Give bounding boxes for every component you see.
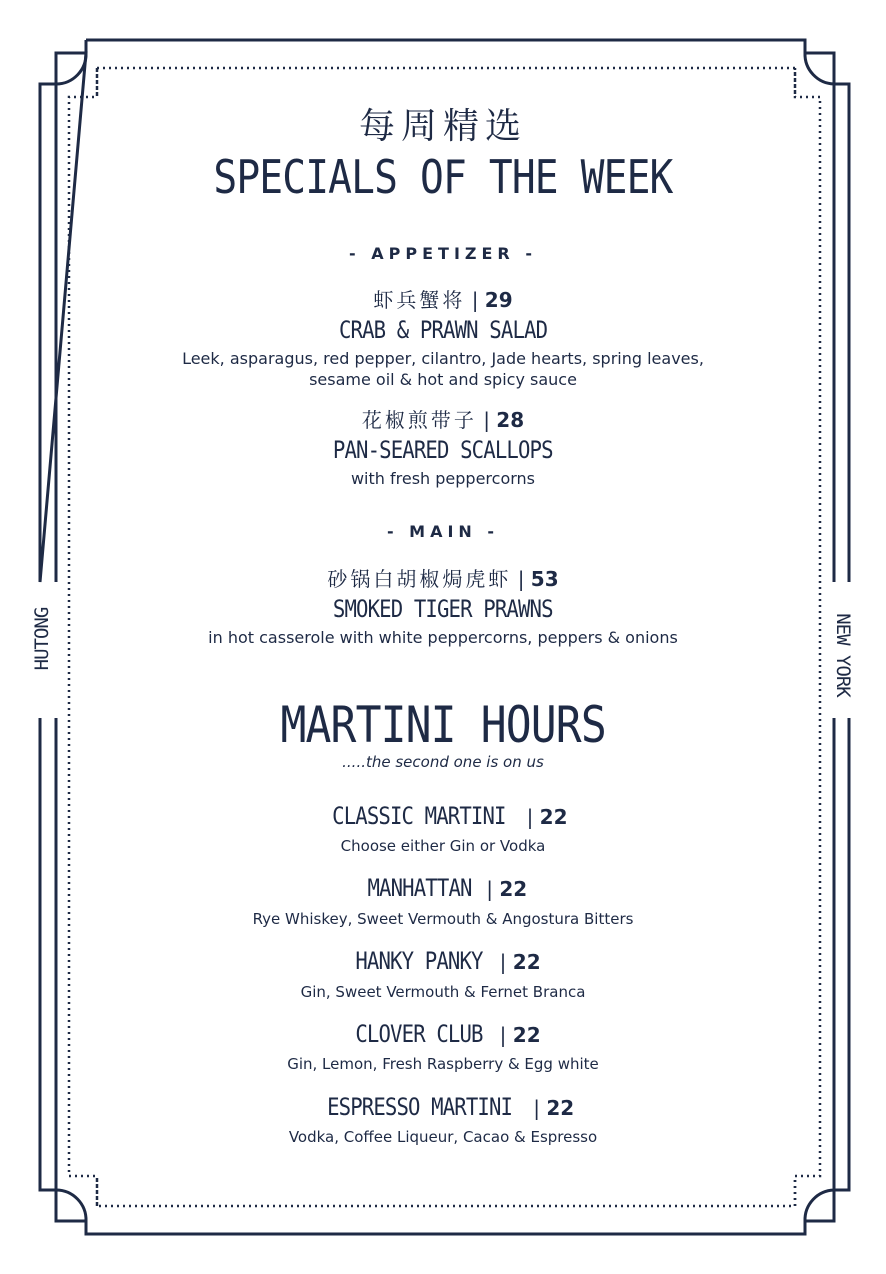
dish-cn-line bbox=[0, 563, 886, 592]
drink-name: MANHATTAN bbox=[367, 874, 472, 902]
drink-name: CLASSIC MARTINI bbox=[332, 802, 507, 830]
drink-title-line bbox=[0, 874, 886, 902]
dish-price: 28 bbox=[496, 408, 525, 432]
side-label-new-york: NEW YORK bbox=[832, 613, 854, 697]
drink-description: Choose either Gin or Vodka bbox=[340, 837, 546, 855]
drink-description: Rye Whiskey, Sweet Vermouth & Angostura Bitters bbox=[252, 910, 634, 928]
martini-subtitle: .....the second one is on us bbox=[342, 753, 544, 771]
dish-description: Leek, asparagus, red pepper, cilantro, Jade hearts, spring leaves, bbox=[182, 349, 704, 368]
dish-chinese-name: 花椒煎带子 bbox=[361, 408, 477, 432]
drink-price: 22 bbox=[499, 877, 528, 901]
drink-price: 22 bbox=[539, 805, 568, 829]
dish-description: in hot casserole with white peppercorns, peppers & onions bbox=[208, 628, 678, 647]
drink-description: Gin, Sweet Vermouth & Fernet Branca bbox=[300, 983, 586, 1001]
drink-name: HANKY PANKY bbox=[355, 947, 483, 975]
dish-description: with fresh peppercorns bbox=[350, 469, 536, 488]
separator: | bbox=[493, 1023, 513, 1047]
drink-title-line bbox=[0, 1093, 886, 1121]
dish-name: PAN-SEARED SCALLOPS bbox=[333, 436, 553, 464]
separator: | bbox=[476, 408, 497, 432]
drink-description: Vodka, Coffee Liqueur, Cacao & Espresso bbox=[288, 1128, 598, 1146]
drink-description: Gin, Lemon, Fresh Raspberry & Egg white bbox=[287, 1055, 599, 1073]
drink-title-line bbox=[0, 947, 886, 975]
separator: | bbox=[465, 288, 485, 312]
dish-chinese-name: 虾兵蟹将 bbox=[373, 288, 466, 312]
drink-price: 22 bbox=[546, 1096, 575, 1120]
drink-name: ESPRESSO MARTINI bbox=[326, 1093, 512, 1121]
drink-name: CLOVER CLUB bbox=[355, 1020, 483, 1048]
drink-title-line bbox=[0, 802, 886, 830]
appetizer-heading: - APPETIZER - bbox=[349, 244, 537, 263]
separator: | bbox=[511, 567, 531, 591]
separator: | bbox=[520, 805, 540, 829]
specials-title: SPECIALS OF THE WEEK bbox=[213, 150, 673, 204]
dish-name: SMOKED TIGER PRAWNS bbox=[333, 595, 553, 623]
dish-cn-line bbox=[0, 284, 886, 313]
dish-price: 29 bbox=[484, 288, 513, 312]
dish-cn-line bbox=[0, 404, 886, 433]
dish-price: 53 bbox=[530, 567, 559, 591]
specials-chinese-title: 每周精选 bbox=[358, 106, 527, 147]
main-heading: - MAIN - bbox=[386, 522, 500, 541]
separator: | bbox=[526, 1096, 547, 1120]
drink-title-line bbox=[0, 1020, 886, 1048]
separator: | bbox=[479, 877, 500, 901]
dish-chinese-name: 砂锅白胡椒焗虎虾 bbox=[327, 567, 512, 591]
side-label-hutong: HUTONG bbox=[31, 607, 53, 671]
martini-title: MARTINI HOURS bbox=[280, 696, 606, 754]
dish-description: sesame oil & hot and spicy sauce bbox=[309, 370, 577, 389]
drink-price: 22 bbox=[512, 950, 541, 974]
drink-price: 22 bbox=[512, 1023, 541, 1047]
dish-name: CRAB & PRAWN SALAD bbox=[338, 316, 548, 344]
separator: | bbox=[493, 950, 513, 974]
